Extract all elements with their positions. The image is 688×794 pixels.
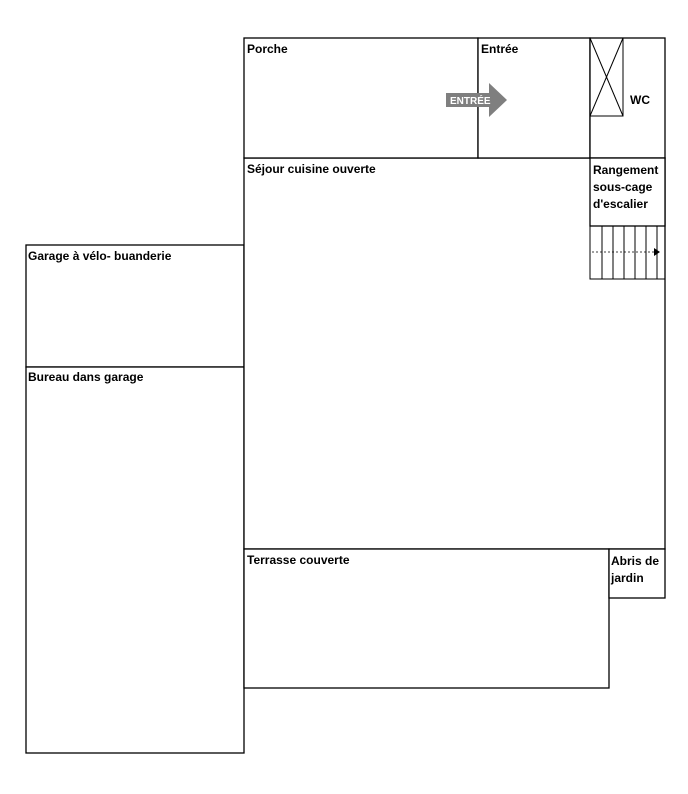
label-garage: Garage à vélo- buanderie bbox=[28, 249, 172, 263]
label-rangement-line3: d'escalier bbox=[593, 197, 648, 211]
label-porche: Porche bbox=[247, 42, 288, 56]
room-terrasse bbox=[244, 549, 609, 688]
room-garage bbox=[26, 245, 244, 367]
label-entree: Entrée bbox=[481, 42, 519, 56]
label-rangement-line2: sous-cage bbox=[593, 180, 653, 194]
entry-arrow-label: ENTRÉE bbox=[450, 96, 491, 107]
label-rangement-line1: Rangement bbox=[593, 163, 659, 177]
label-wc: WC bbox=[630, 93, 650, 107]
label-bureau: Bureau dans garage bbox=[28, 370, 144, 384]
room-bureau bbox=[26, 367, 244, 753]
label-abris-line1: Abris de bbox=[611, 554, 660, 568]
room-porche bbox=[244, 38, 478, 158]
label-abris-line2: jardin bbox=[611, 571, 644, 585]
room-wc bbox=[590, 38, 665, 158]
label-sejour: Séjour cuisine ouverte bbox=[247, 162, 376, 176]
label-terrasse: Terrasse couverte bbox=[247, 553, 350, 567]
